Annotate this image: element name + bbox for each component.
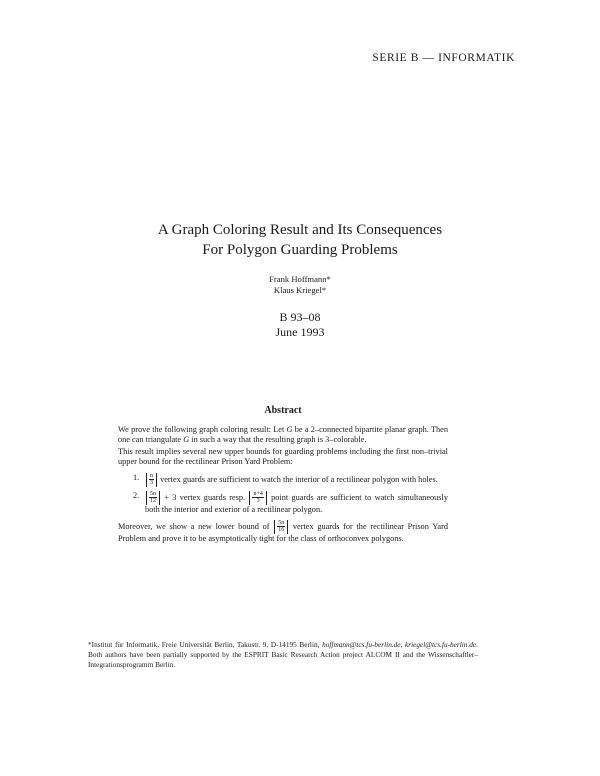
abstract-section (118, 406, 448, 544)
floor-fraction: $\frac{n}{3}$ (146, 473, 157, 487)
list-item-number: 1. (133, 472, 140, 482)
abstract-paragraph: We prove the following graph coloring result: Let G be a 2–connected bipartite planar graph. Then one can triangulate G in such a way that the resulting graph is 3–colorable. (118, 424, 448, 445)
abstract-paragraph: Moreover, we show a new lower bound of $\frac{5n}{16}$ vertex guards for the rectilinear Prison Yard Problem and prove it to be asymptotically tight for the class of orthoconvex polygons. (118, 519, 448, 543)
author-name: Klaus Kriegel* (273, 285, 327, 295)
report-date: June 1993 (275, 325, 325, 339)
paper-title (0, 220, 600, 260)
email-link[interactable]: kriegel@tcs.fu-berlin.de (405, 640, 477, 649)
title-line-2: For Polygon Guarding Problems (202, 242, 398, 258)
title-block (0, 220, 600, 340)
email-link[interactable]: hoffmann@tcs.fu-berlin.de (322, 640, 401, 649)
floor-fraction: $\frac{5n}{12}$ (146, 491, 160, 505)
list-item: 2. $\frac{5n}{12}$ + 3 vertex guards resp. $\frac{n+4}{3}$ point guards are sufficient to watch simultaneously both the interior and exterior of a rectilinear polygon. (133, 490, 448, 514)
report-number: B 93–08 (279, 310, 321, 324)
series-header: SERIE B — INFORMATIK (372, 52, 515, 64)
author-name: Frank Hoffmann* (269, 274, 331, 284)
list-item: 1. $\frac{n}{3}$ vertex guards are sufficient to watch the interior of a rectilinear polygon with holes. (133, 472, 438, 487)
floor-fraction: $\frac{n+4}{3}$ (249, 491, 266, 505)
math-variable: G (286, 424, 293, 434)
title-line-1: A Graph Coloring Result and Its Consequences (157, 222, 443, 238)
footnote: *Institut für Informatik, Freie Universität Berlin, Takustr. 9, D-14195 Berlin, hoffmann@tcs.fu-berlin.de, kriegel@tcs.fu-berlin.de. Both authors have been partially supported by the ESPRIT Basic Research Action project ALCOM II and the Wissenschaftler–Integrationsprogramm Berlin. (88, 640, 478, 669)
abstract-heading: Abstract (264, 405, 302, 416)
results-list (118, 473, 448, 516)
math-variable: G (183, 435, 190, 445)
report-info (0, 310, 600, 340)
abstract-paragraph: This result implies several new upper bounds for guarding problems including the first non–trivial upper bound for the rectilinear Prison Yard Problem: (118, 446, 448, 467)
list-item-number: 2. (133, 490, 140, 500)
floor-fraction: $\frac{5n}{16}$ (274, 520, 288, 534)
author-list (0, 274, 600, 296)
